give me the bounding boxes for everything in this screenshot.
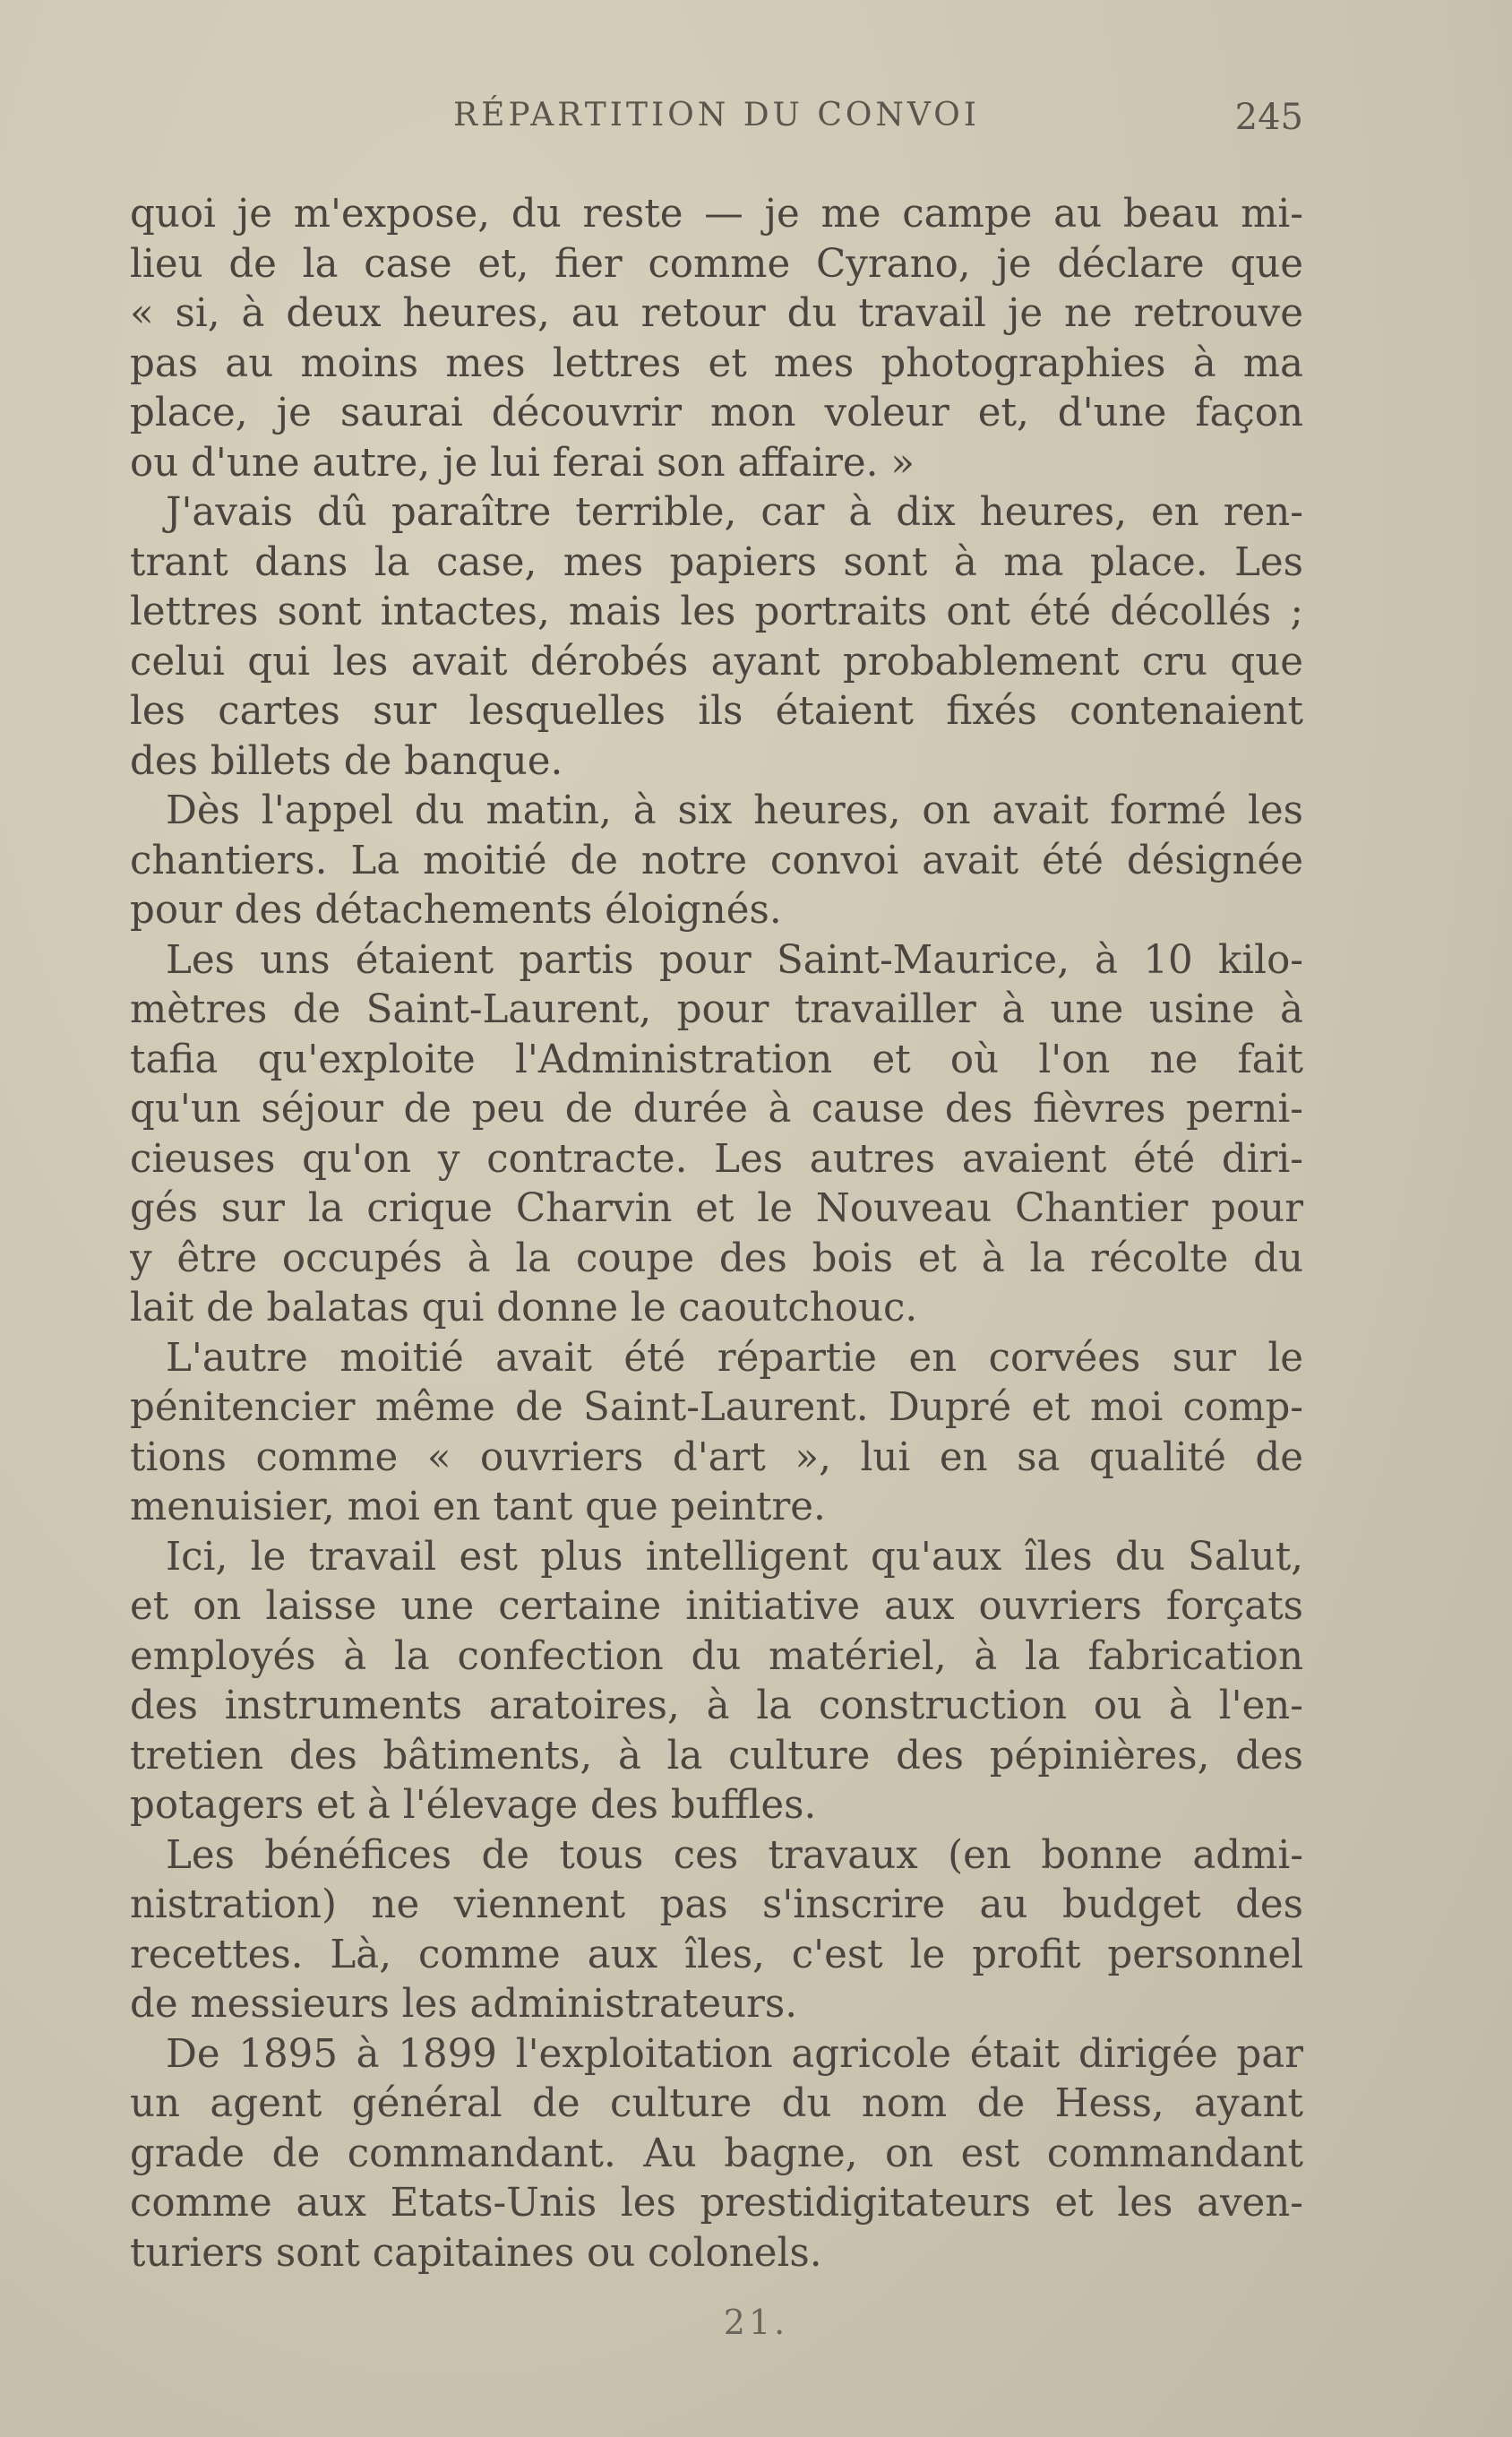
text-line: recettes. Là, comme aux îles, c'est le profit personnel [130,1932,1303,1977]
text-line: cieuses qu'on y contracte. Les autres avaient été diri- [130,1136,1303,1182]
text-line: tafia qu'exploite l'Administration et où l'on ne fait [130,1037,1303,1082]
text-line: chantiers. La moitié de notre convoi avait été désignée [130,838,1303,883]
text-line: Ici, le travail est plus intelligent qu'aux îles du Salut, [166,1534,1303,1580]
text-line: Dès l'appel du matin, à six heures, on avait formé les [166,788,1303,833]
text-line: comme aux Etats-Unis les prestidigitateurs et les aven- [130,2181,1303,2226]
text-line: L'autre moitié avait été répartie en corvées sur le [166,1335,1303,1381]
text-line: Les uns étaient partis pour Saint-Maurice, à 10 kilo- [166,937,1303,983]
text-line: des billets de banque. [130,738,563,784]
text-line: qu'un séjour de peu de durée à cause des fièvres perni- [130,1087,1303,1132]
text-line: employés à la confection du matériel, à la fabrication [130,1633,1303,1679]
text-line: pour des détachements éloignés. [130,888,782,933]
text-line: De 1895 à 1899 l'exploitation agricole était dirigée par [166,2031,1303,2077]
text-line: de messieurs les administrateurs. [130,1982,798,2027]
text-line: trant dans la case, mes papiers sont à ma place. Les [130,539,1303,585]
signature-mark: 21. [723,2303,789,2342]
text-line: menuisier, moi en tant que peintre. [130,1485,826,1529]
text-line: mètres de Saint-Laurent, pour travailler à une usine à [130,987,1303,1032]
text-line: tions comme « ouvriers d'art », lui en sa qualité de [130,1434,1303,1480]
text-line: potagers et à l'élevage des buffles. [130,1783,817,1828]
text-line: celui qui les avait dérobés ayant probablement cru que [130,639,1303,685]
body-text [130,190,1303,2278]
page-number: 245 [1234,97,1303,138]
text-line: gés sur la crique Charvin et le Nouveau Chantier pour [130,1186,1303,1231]
text-line: tretien des bâtiments, à la culture des pépinières, des [130,1733,1303,1778]
text-line: quoi je m'expose, du reste — je me campe au beau mi- [130,192,1303,237]
text-line: nistration) ne viennent pas s'inscrire au budget des [130,1882,1303,1927]
text-line: des instruments aratoires, à la construction ou à l'en- [130,1684,1303,1728]
text-line: et on laisse une certaine initiative aux ouvriers forçats [130,1584,1303,1629]
text-line: un agent général de culture du nom de Hess, ayant [130,2081,1303,2126]
text-line: pénitencier même de Saint-Laurent. Dupré et moi comp- [130,1385,1303,1430]
text-line: lieu de la case et, fier comme Cyrano, je déclare que [130,241,1303,287]
text-line: pas au moins mes lettres et mes photographies à ma [130,340,1303,386]
running-title: RÉPARTITION DU CONVOI [453,97,980,133]
text-line: grade de commandant. Au bagne, on est commandant [130,2131,1303,2176]
text-line: « si, à deux heures, au retour du travail je ne retrouve [130,291,1303,336]
text-line: place, je saurai découvrir mon voleur et, d'une façon [130,391,1303,435]
text-line: lettres sont intactes, mais les portraits ont été décollés ; [130,590,1303,634]
text-line: les cartes sur lesquelles ils étaient fixés contenaient [130,689,1303,734]
text-line: turiers sont capitaines ou colonels. [130,2230,822,2276]
page-header [130,97,1303,147]
text-line: Les bénéfices de tous ces travaux (en bonne admi- [166,1832,1303,1878]
text-line: J'avais dû paraître terrible, car à dix heures, en ren- [166,490,1303,535]
text-line: y être occupés à la coupe des bois et à la récolte du [130,1236,1303,1281]
text-line: lait de balatas qui donne le caoutchouc. [130,1286,918,1330]
text-line: ou d'une autre, je lui ferai son affaire. » [130,440,915,486]
